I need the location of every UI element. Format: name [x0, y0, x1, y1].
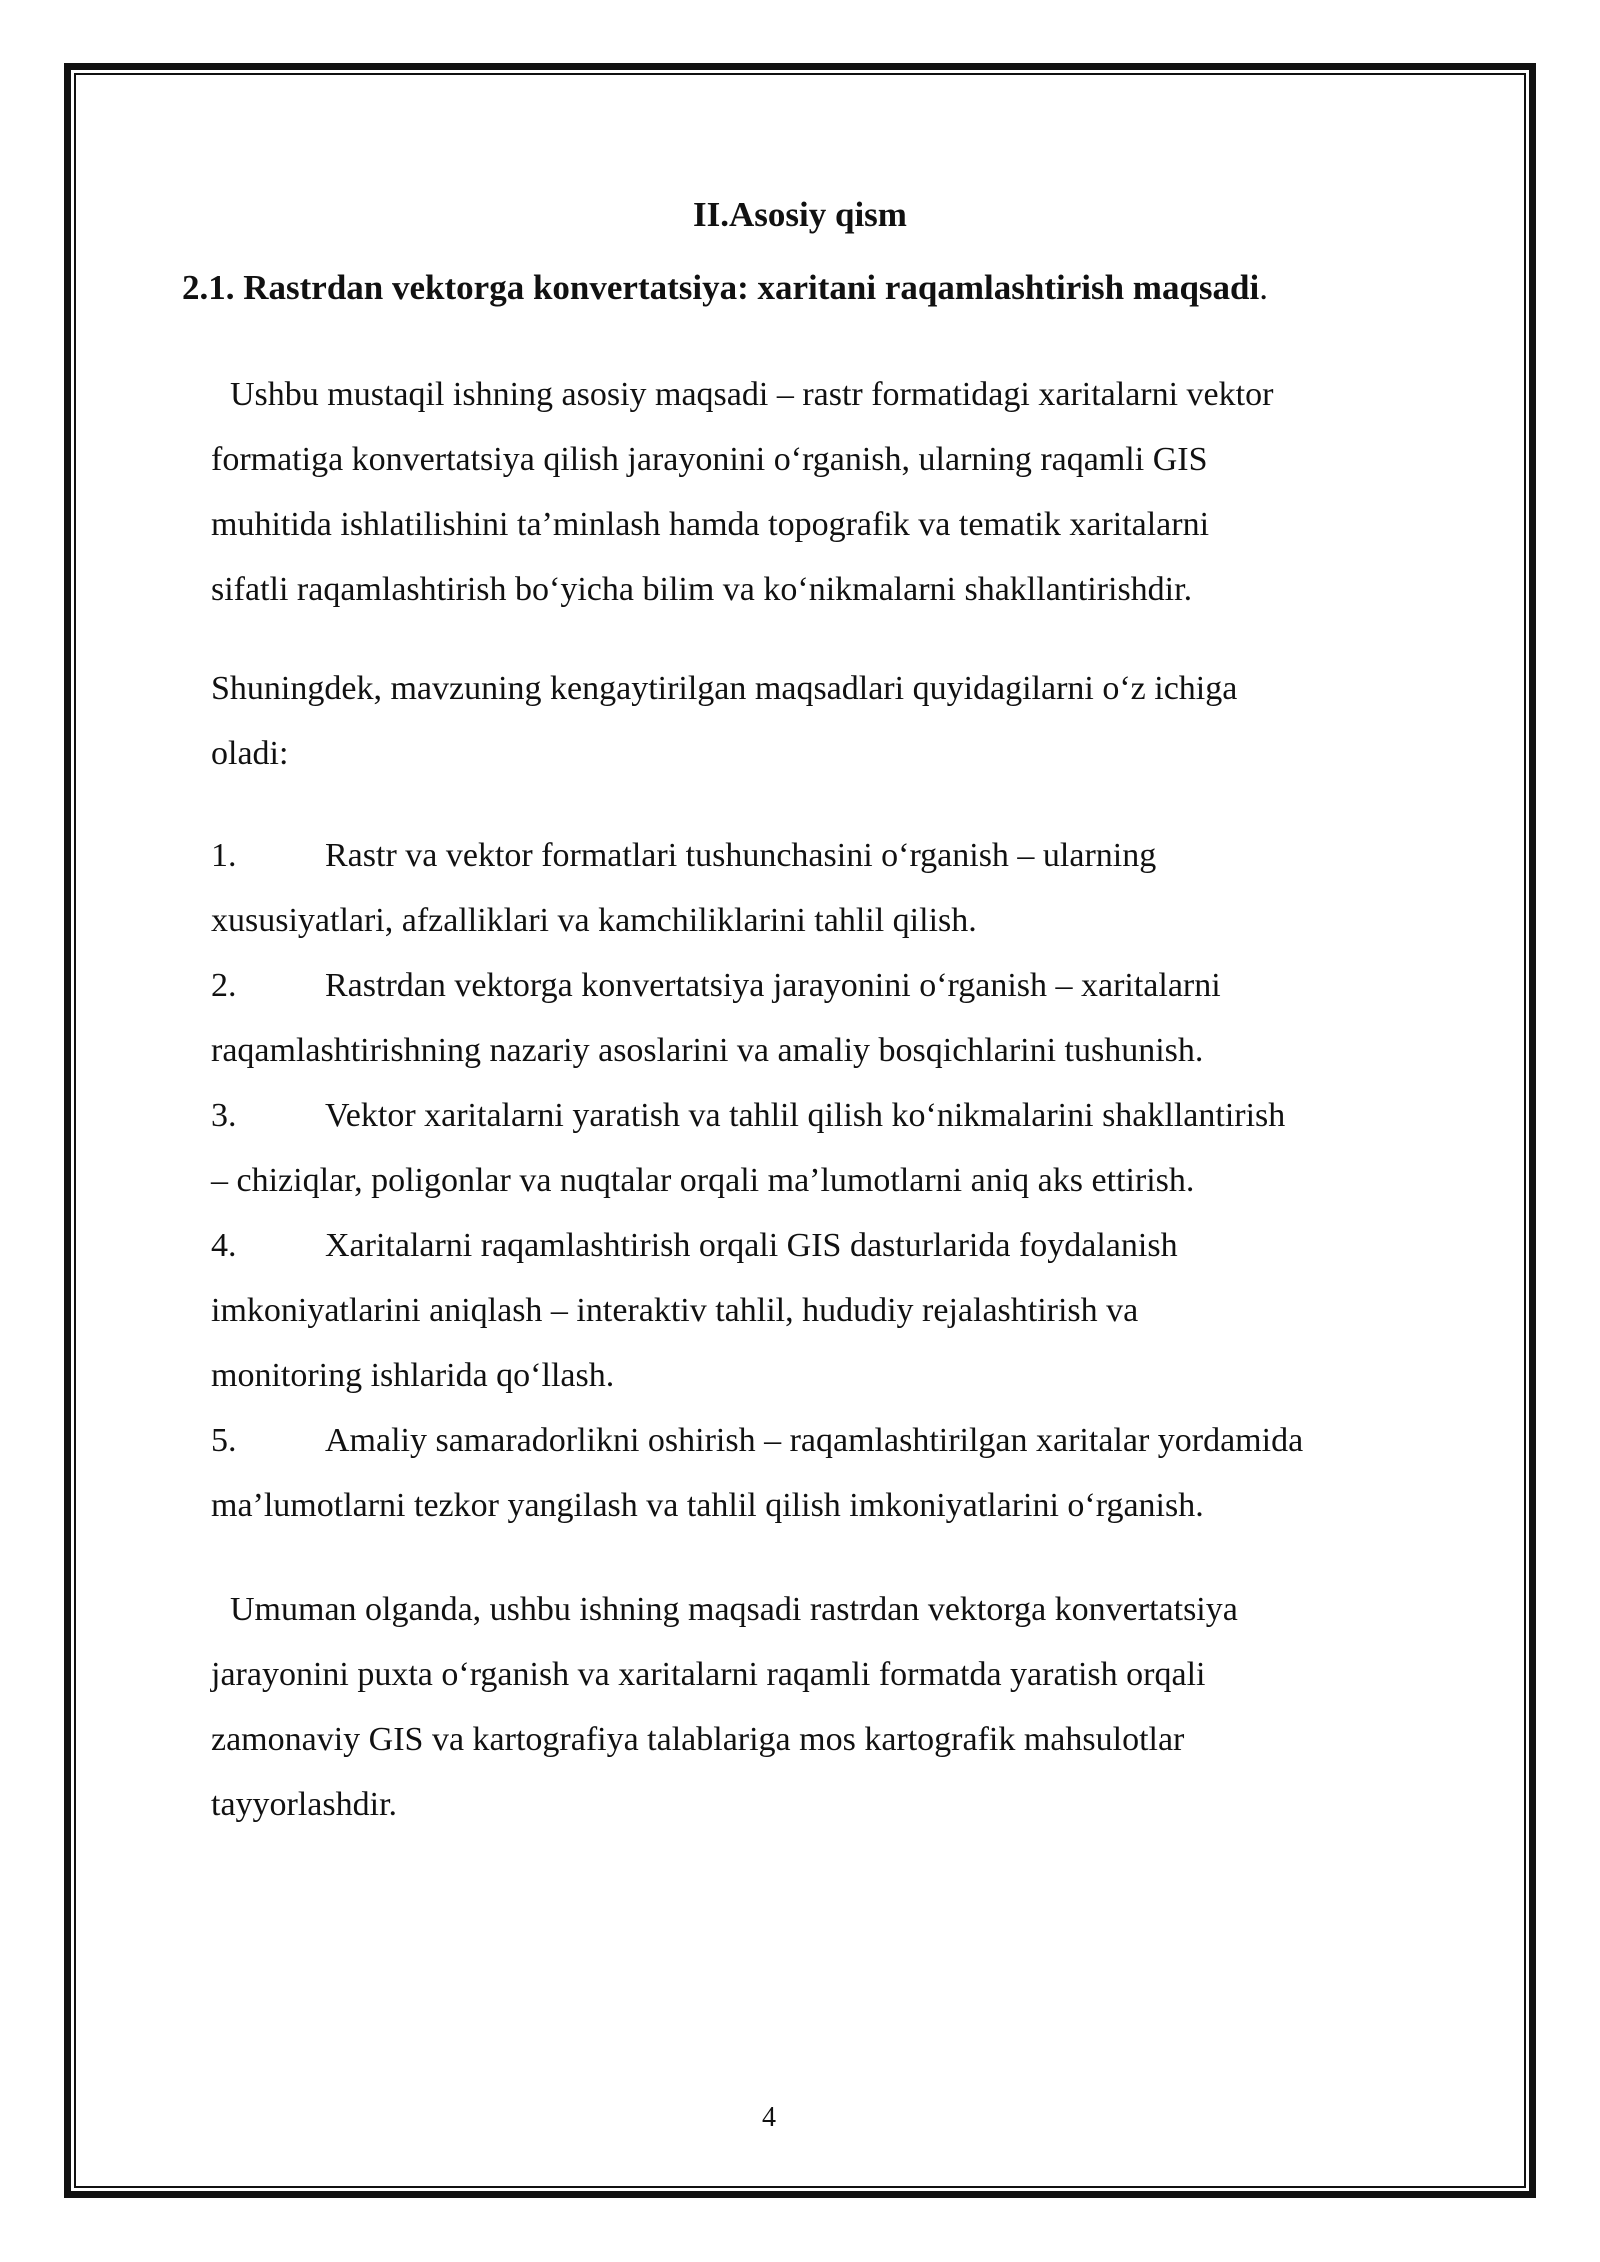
list-item	[211, 1408, 1451, 1538]
paragraph-line: oladi:	[211, 735, 289, 772]
section-title	[182, 268, 1268, 308]
list-item-text: monitoring ishlarida qo‘llash.	[211, 1357, 615, 1394]
paragraph-goals-intro	[211, 656, 1441, 786]
paragraph-line: zamonaviy GIS va kartografiya talablariga mos kartografik mahsulotlar	[211, 1721, 1185, 1758]
list-item	[211, 1083, 1451, 1213]
list-item-text: xususiyatlari, afzalliklari va kamchiliklarini tahlil qilish.	[211, 902, 977, 939]
list-item-text: raqamlashtirishning nazariy asoslarini va amaliy bosqichlarini tushunish.	[211, 1032, 1204, 1069]
list-item-text: Vektor xaritalarni yaratish va tahlil qilish ko‘nikmalarini shakllantirish	[325, 1097, 1286, 1134]
paragraph-line: muhitida ishlatilishini ta’minlash hamda topografik va tematik xaritalarni	[211, 506, 1210, 543]
list-item-text: Rastrdan vektorga konvertatsiya jarayonini o‘rganish – xaritalarni	[325, 967, 1221, 1004]
chapter-title: II.Asosiy qism	[693, 195, 907, 234]
list-item-text: – chiziqlar, poligonlar va nuqtalar orqali ma’lumotlarni aniq aks ettirish.	[211, 1162, 1195, 1199]
list-item	[211, 823, 1451, 953]
paragraph-line: tayyorlashdir.	[211, 1786, 398, 1823]
paragraph-line: jarayonini puxta o‘rganish va xaritalarni raqamli formatda yaratish orqali	[211, 1656, 1206, 1693]
paragraph-intro	[211, 362, 1441, 622]
list-item-text: imkoniyatlarini aniqlash – interaktiv tahlil, hududiy rejalashtirish va	[211, 1292, 1139, 1329]
page-number: 4	[762, 2102, 776, 2133]
paragraph-line: Shuningdek, mavzuning kengaytirilgan maqsadlari quyidagilarni o‘z ichiga	[211, 670, 1238, 707]
paragraph-line: Umuman olganda, ushbu ishning maqsadi rastrdan vektorga konvertatsiya	[230, 1591, 1238, 1628]
goals-list	[211, 823, 1451, 1538]
paragraph-line: Ushbu mustaqil ishning asosiy maqsadi – rastr formatidagi xaritalarni vektor	[230, 376, 1274, 413]
list-item-text: Rastr va vektor formatlari tushunchasini o‘rganish – ularning	[325, 837, 1157, 874]
list-item-text: Xaritalarni raqamlashtirish orqali GIS dasturlarida foydalanish	[325, 1227, 1178, 1264]
list-item-number: 1.	[211, 837, 237, 874]
paragraph-conclusion	[211, 1577, 1441, 1837]
list-item-number: 4.	[211, 1227, 237, 1264]
list-item-text: Amaliy samaradorlikni oshirish – raqamlashtirilgan xaritalar yordamida	[325, 1422, 1304, 1459]
paragraph-line: formatiga konvertatsiya qilish jarayonini o‘rganish, ularning raqamli GIS	[211, 441, 1208, 478]
list-item-number: 2.	[211, 967, 237, 1004]
list-item	[211, 1213, 1451, 1408]
list-item	[211, 953, 1451, 1083]
section-title-period: .	[1259, 268, 1268, 307]
list-item-text: ma’lumotlarni tezkor yangilash va tahlil qilish imkoniyatlarini o‘rganish.	[211, 1487, 1204, 1524]
list-item-number: 3.	[211, 1097, 237, 1134]
list-item-number: 5.	[211, 1422, 237, 1459]
section-title-text: 2.1. Rastrdan vektorga konvertatsiya: xaritani raqamlashtirish maqsadi	[182, 268, 1260, 307]
paragraph-line: sifatli raqamlashtirish bo‘yicha bilim va ko‘nikmalarni shakllantirishdir.	[211, 571, 1193, 608]
